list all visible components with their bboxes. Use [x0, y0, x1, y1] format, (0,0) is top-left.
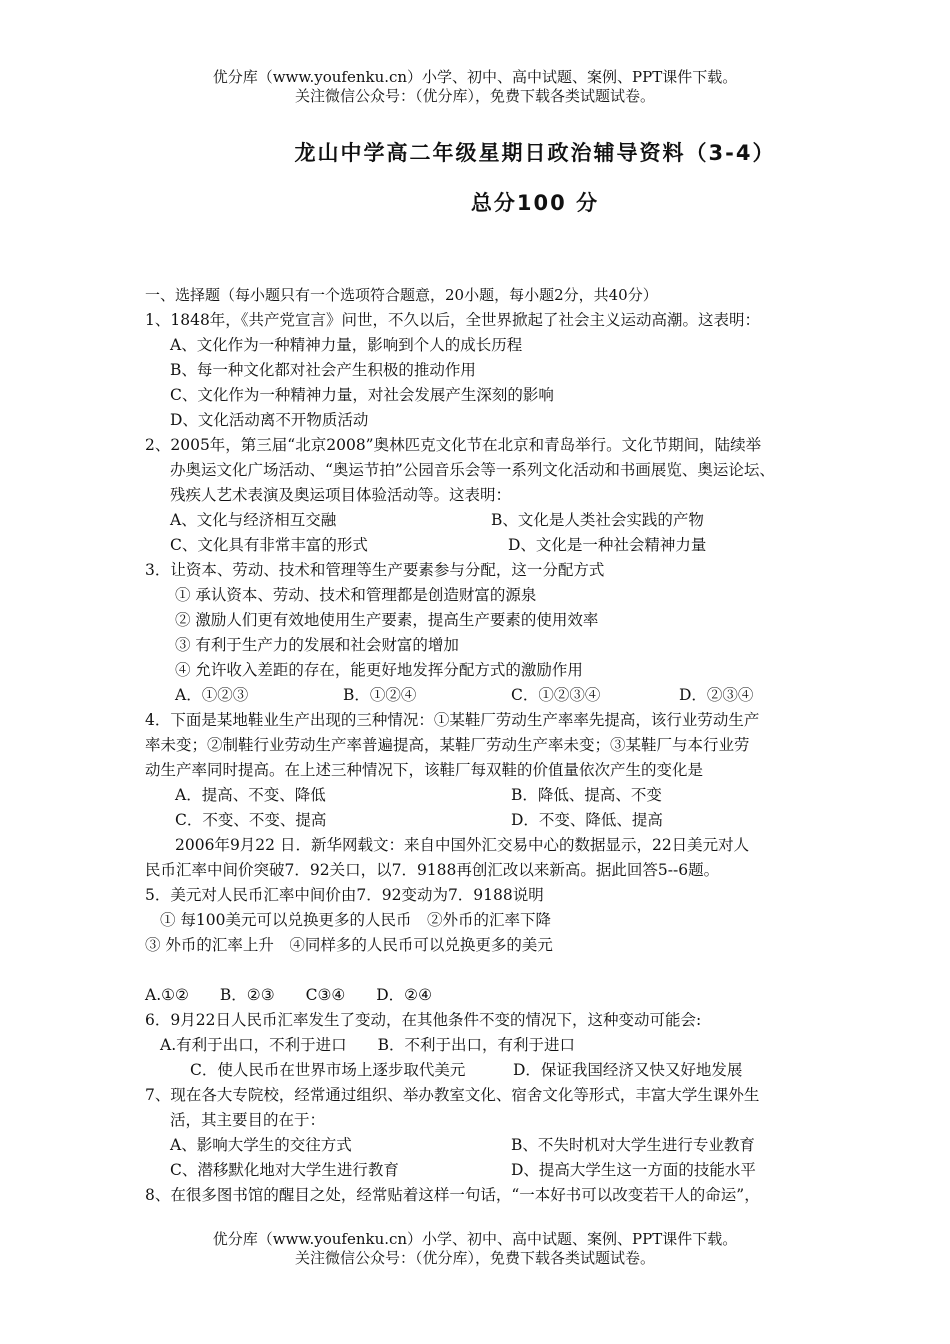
q7-option-b: B、不失时机对大学生进行专业教育 [511, 1136, 755, 1154]
q3-statement-1: ① 承认资本、劳动、技术和管理都是创造财富的源泉 [175, 586, 537, 604]
q7-option-a: A、影响大学生的交往方式 [170, 1136, 352, 1154]
material-line-2: 民币汇率中间价突破7．92关口，以7．9188再创汇改以来新高。据此回答5--6题。 [145, 861, 720, 879]
q1-option-a: A、文化作为一种精神力量，影响到个人的成长历程 [170, 336, 523, 354]
q2-stem-2: 办奥运文化广场活动、“奥运节拍”公园音乐会等一系列文化活动和书画展览、奥运论坛、 [170, 461, 775, 479]
q1-option-b: B、每一种文化都对社会产生积极的推动作用 [170, 361, 476, 379]
q5-stem: 5．美元对人民币汇率中间价由7．92变动为7．9188说明 [145, 886, 544, 904]
q5-options: A.①② B．②③ C③④ D．②④ [145, 986, 432, 1004]
q5-statements-3-4: ③ 外币的汇率上升 ④同样多的人民币可以兑换更多的美元 [145, 936, 553, 954]
q4-stem-3: 动生产率同时提高。在上述三种情况下，该鞋厂每双鞋的价值量依次产生的变化是 [145, 761, 704, 779]
q6-option-c: C．使人民币在世界市场上逐步取代美元 [190, 1061, 466, 1079]
q4-option-b: B．降低、提高、不变 [511, 786, 662, 804]
q6-stem: 6．9月22日人民币汇率发生了变动，在其他条件不变的情况下，这种变动可能会: [145, 1011, 702, 1029]
q2-option-d: D、文化是一种社会精神力量 [508, 536, 707, 554]
q3-statement-2: ② 激励人们更有效地使用生产要素，提高生产要素的使用效率 [175, 611, 599, 629]
q3-statement-4: ④ 允许收入差距的存在，能更好地发挥分配方式的激励作用 [175, 661, 583, 679]
q7-option-d: D、提高大学生这一方面的技能水平 [511, 1161, 756, 1179]
q3-stem: 3．让资本、劳动、技术和管理等生产要素参与分配，这一分配方式 [145, 561, 605, 579]
q2-option-b: B、文化是人类社会实践的产物 [491, 511, 704, 529]
q3-option-c: C．①②③④ [511, 686, 601, 704]
q6-option-d: D．保证我国经济又快又好地发展 [513, 1061, 743, 1079]
q2-stem-1: 2、2005年，第三届“北京2008”奥林匹克文化节在北京和青岛举行。文化节期间，陆续举 [145, 436, 762, 454]
q6-options-a-b: A.有利于出口，不利于进口 B．不利于出口，有利于进口 [160, 1036, 576, 1054]
footer-line-2: 关注微信公众号：（优分库），免费下载各类试题试卷。 [294, 1249, 655, 1267]
q1-option-c: C、文化作为一种精神力量，对社会发展产生深刻的影响 [170, 386, 554, 404]
q4-stem-2: 率未变；②制鞋行业劳动生产率普遍提高，某鞋厂劳动生产率未变；③某鞋厂与本行业劳 [145, 736, 750, 754]
q4-stem-1: 4．下面是某地鞋业生产出现的三种情况：①某鞋厂劳动生产率率先提高，该行业劳动生产 [145, 711, 760, 729]
q1-option-d: D、文化活动离不开物质活动 [170, 411, 369, 429]
header-line-2: 关注微信公众号：（优分库），免费下载各类试题试卷。 [294, 87, 655, 105]
q7-option-c: C、潜移默化地对大学生进行教育 [170, 1161, 399, 1179]
q4-option-c: C．不变、不变、提高 [175, 811, 327, 829]
material-line-1: 2006年9月22 日．新华网载文：来自中国外汇交易中心的数据显示，22日美元对人 [175, 836, 750, 854]
section-heading: 一、选择题（每小题只有一个选项符合题意，20小题，每小题2分，共40分） [145, 286, 658, 304]
footer-line-1: 优分库（www.youfenku.cn）小学、初中、高中试题、案例、PPT课件下载。 [212, 1230, 738, 1248]
q3-option-a: A．①②③ [175, 686, 249, 704]
q3-option-d: D．②③④ [679, 686, 754, 704]
header-line-1: 优分库（www.youfenku.cn）小学、初中、高中试题、案例、PPT课件下载。 [212, 68, 738, 86]
q3-statement-3: ③ 有利于生产力的发展和社会财富的增加 [175, 636, 459, 654]
q4-option-a: A．提高、不变、降低 [175, 786, 326, 804]
q2-option-a: A、文化与经济相互交融 [170, 511, 337, 529]
q1-stem: 1、1848年，《共产党宣言》问世，不久以后，全世界掀起了社会主义运动高潮。这表明： [145, 311, 761, 329]
q8-stem: 8、在很多图书馆的醒目之处，经常贴着这样一句话，“一本好书可以改变若干人的命运”， [145, 1186, 760, 1204]
q2-option-c: C、文化具有非常丰富的形式 [170, 536, 368, 554]
q7-stem-2: 活，其主要目的在于： [170, 1111, 326, 1129]
page-subtitle: 总分100 分 [470, 191, 600, 215]
q7-stem-1: 7、现在各大专院校，经常通过组织、举办教室文化、宿舍文化等形式，丰富大学生课外生 [145, 1086, 760, 1104]
q5-statements-1-2: ① 每100美元可以兑换更多的人民币 ②外币的汇率下降 [160, 911, 552, 929]
q4-option-d: D．不变、降低、提高 [511, 811, 663, 829]
q2-stem-3: 残疾人艺术表演及奥运项目体验活动等。这表明： [170, 486, 512, 504]
q3-option-b: B．①②④ [343, 686, 417, 704]
page-title: 龙山中学高二年级星期日政治辅导资料（3-4） [294, 141, 776, 165]
